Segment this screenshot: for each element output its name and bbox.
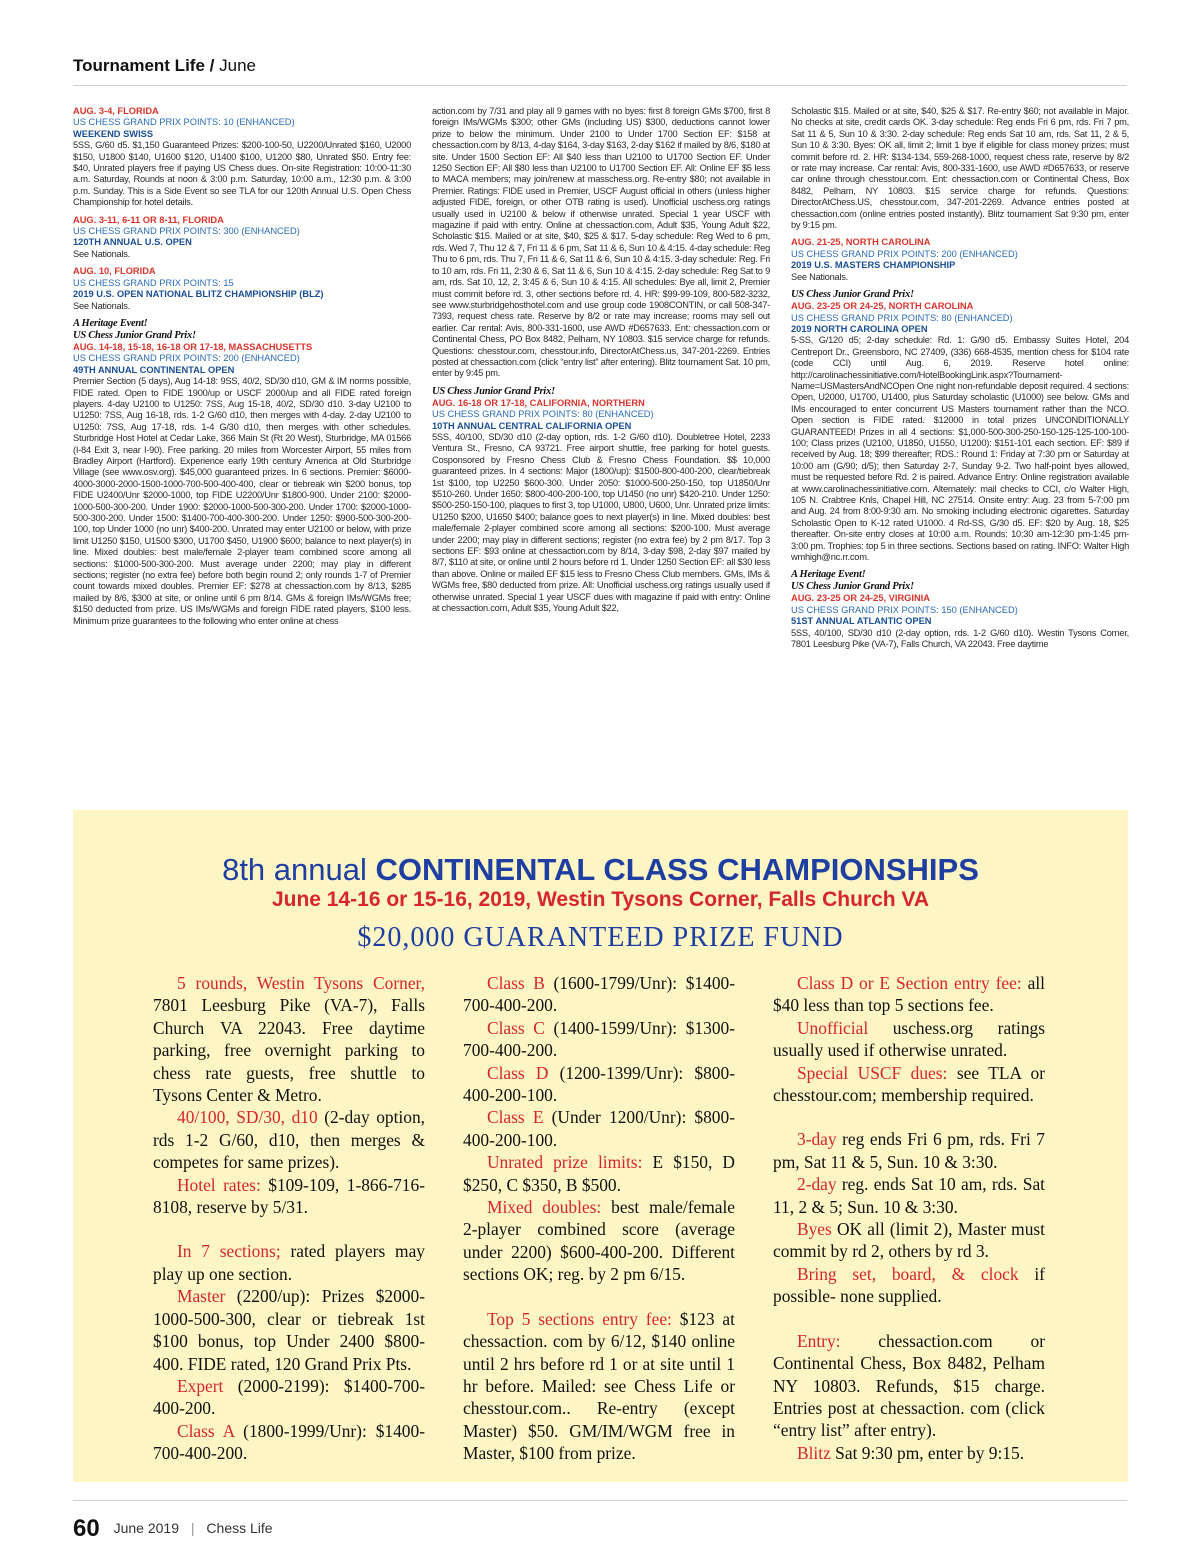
event-name: 2019 NORTH CAROLINA OPEN	[791, 323, 928, 334]
event-continental-open	[73, 318, 411, 627]
ad-text: $109-109, 1-866-716-8108, reserve by 5/31.	[153, 1174, 425, 1218]
ad-text: E $150, D $250, C $350, B $500.	[463, 1152, 735, 1195]
event-date: AUG. 3-11, 6-11 OR 8-11, FLORIDA	[73, 214, 224, 225]
ad-text: (2200/up): Prizes $2000-1000-500-300, clear or tiebreak 1st $100 bonus, top Under 2400 $800-400. FIDE rated, 120 Grand Prix Pts.	[153, 1286, 425, 1374]
ad-spacer	[773, 1308, 1045, 1330]
ad-spacer	[773, 1106, 1045, 1128]
event-name: 10TH ANNUAL CENTRAL CALIFORNIA OPEN	[432, 420, 632, 431]
event-date: AUG. 16-18 OR 17-18, CALIFORNIA, NORTHERN	[432, 397, 645, 408]
event-details: See Nationals.	[791, 271, 848, 282]
event-name: 51ST ANNUAL ATLANTIC OPEN	[791, 616, 932, 627]
ad-text: all $40 less than top 5 sections fee.	[773, 973, 1045, 1016]
issue-date: June 2019	[113, 1520, 179, 1536]
ad-text: (1600-1799/Unr): $1400-700-400-200.	[463, 973, 735, 1016]
event-details: 5-SS, G/120 d5; 2-day schedule: Rd. 1: G/90 d5. Embassy Suites Hotel, 204 Centreport Dr., Greensboro, NC 27409, (336) 668-4535, mention chess for $104 rate (code CCI) until Aug. 6, 2019. Reserve hotel online: http://carolinachessinitiative.com/HotelBookingLink.aspx?Tournament-Name=USMastersAndNCOpen One night non-refundable deposit required. 4 sections: Open, U2000, U1700, U1400, plus Saturday scholastic (U1000) see below. GMs and IMs encouraged to enter concurrent US Masters tournament rather than the NCO. Open section is FIDE rated. $12000 in total prizes UNCONDITIONALLY GUARANTEED! Prizes in all 4 sections: $1,000-500-300-250-150-125-125-100-100-100; Class prizes (U2100, U1850, U1550, U1200): $151-101 each section. EF: $89 if received by Aug. 18; $99 thereafter; RDS.: Round 1: Friday at 7:30 pm or Saturday at 10:00 am (G/90; d/5); then Saturday 2-7, Sunday 9-2. Two half-point byes allowed, must be requested before Rd. 2 is paired. Advance Entry: Online registration available at www.carolinachessinitiative.com. Alternately: mail checks to CCI, c/o Walter High, 105 N. Crabtree Knls, Chapel Hill, NC 27514. Onsite entry: Aug. 23 from 5-7:00 pm and Aug. 24 from 8:00-9:30 am. No smoking including electronic cigarettes. Saturday Scholastic Open to K-12 rated U1000. 4 Rd-SS, G/30 d5. EF: $20 by Aug. 18, $25 thereafter. On-site entry closes at 10:00 a.m. Rounds: 10:30 am-12:30 pm-1:45 pm-3:00 pm. Trophies: top 5 in three sections. Sections based on rating. INFO: Walter High wmhigh@nc.rr.com.	[791, 335, 1129, 563]
event-date: AUG. 14-18, 15-18, 16-18 OR 17-18, MASSACHUSETTS	[73, 341, 313, 352]
header-month: June	[219, 56, 256, 75]
ad-heading: Class D or E Section entry fee:	[797, 973, 1022, 993]
ad-heading: In 7 sections;	[177, 1241, 281, 1262]
ad-paragraph	[463, 1308, 735, 1465]
ad-text: (1800-1999/Unr): $1400-700-400-200.	[153, 1420, 425, 1464]
ad-text: best male/female 2-player combined score (average under 2200) $600-400-200. Different sections OK; reg. by 2 pm 6/15.	[463, 1197, 735, 1285]
ad-paragraph	[773, 1330, 1045, 1442]
ad-paragraph	[773, 1263, 1045, 1308]
ad-paragraph	[773, 972, 1045, 1017]
event-details: 5SS, 40/100, SD/30 d10 (2-day option, rds. 1-2 G/60 d10). Doubletree Hotel, 2233 Ventura St., Fresno, CA 93721. Free airport shuttle, free parking for hotel guests. Cosponsored by Fresno Chess Club & Fresno Chess Foundation. $$ 10,000 guaranteed prizes. In 4 sections: Major (1800/up): $1500-800-400-200, clear/tiebreak 1st $100, top U2250 $600-300. Under 2050: $1000-500-250-150, top U1850/Unr $510-260. Under 1650: $800-400-200-100, top U1450 (no unr) $420-210. Under 1250: $500-250-150-100, plaques to first 3, top U1000, U800, U600, Unr. Unrated prize limits: U1250 $200, U1650 $400; balance goes to next player(s) in line. Mixed doubles: best male/female 2-player combined score among all sections: $200-100. Must average under 2200; may play in different sections; register (no extra fee) by 2 pm 8/17. Top 3 sections EF: $93 online at chessaction.com by 8/14, 3-day $98, 2-day $97 mailed by 8/7, $110 at site, or online until 2 hours before rd 1. Under 1250 Section EF: all $30 less than above. Online or mailed EF $15 less to Fresno Chess Club members. GMs, IMs & WGMs free, $80 deducted from prize. All: Unofficial uschess.org ratings usually used if otherwise unrated. Special 1 year USCF dues with magazine if paid with entry: Online at chessaction.com, Adult $35, Young Adult $22,	[432, 431, 770, 614]
event-details: See Nationals.	[73, 300, 130, 311]
ad-ordinal: 8th annual	[222, 852, 367, 887]
ad-text: $123 at chessaction. com by 6/12, $140 online until 2 hrs before rd 1 or at site until 1 hr before. Mailed: see Chess Life or chesstour.com.. Re-entry (except Master) $50. GM/IM/WGM free in Master, $100 from prize.	[463, 1308, 735, 1464]
grand-prix-points: US CHESS GRAND PRIX POINTS: 300 (ENHANCED)	[73, 226, 300, 237]
event-name: 49TH ANNUAL CONTINENTAL OPEN	[73, 364, 235, 375]
ad-column-1	[153, 972, 425, 1465]
ad-paragraph	[463, 1017, 735, 1062]
ad-text: uschess.org ratings usually used if otherwise unrated.	[773, 1017, 1045, 1061]
ad-heading: Mixed doubles:	[487, 1197, 602, 1218]
event-us-open-blitz	[73, 266, 411, 312]
grand-prix-points: US CHESS GRAND PRIX POINTS: 15	[73, 277, 234, 288]
ad-heading: 5 rounds, Westin Tysons Corner,	[177, 973, 425, 993]
ad-text: if possible- none supplied.	[773, 1263, 1045, 1307]
junior-grand-prix-label: US Chess Junior Grand Prix!	[432, 385, 555, 397]
ad-heading: Class B	[487, 973, 545, 993]
ad-paragraph	[463, 1106, 735, 1151]
ad-text: see TLA or chesstour.com; membership required.	[773, 1062, 1046, 1106]
ad-heading: Class A	[177, 1420, 235, 1441]
ad-column-2	[463, 972, 735, 1465]
ad-heading: Entry:	[797, 1330, 841, 1351]
event-name: WEEKEND SWISS	[73, 128, 154, 139]
ad-prize-fund: $20,000 GUARANTEED PRIZE FUND	[357, 922, 844, 953]
grand-prix-points: US CHESS GRAND PRIX POINTS: 10 (ENHANCED)	[73, 117, 295, 128]
ad-paragraph	[463, 1062, 735, 1107]
ad-heading: Expert	[177, 1375, 224, 1396]
ad-text: (1400-1599/Unr): $1300-700-400-200.	[463, 1017, 735, 1061]
event-name: 2019 U.S. OPEN NATIONAL BLITZ CHAMPIONSHIP (BLZ)	[73, 289, 324, 300]
junior-grand-prix-label: US Chess Junior Grand Prix!	[73, 329, 196, 341]
event-details: Premier Section (5 days), Aug 14-18: 9SS, 40/2, SD/30 d10, GM & IM norms possible, FIDE rated. Open to FIDE 1900/up or USCF 2000/up and all FIDE rated foreign players. 4-day U2100 to U1250: 7SS, Aug 15-18, 40/2, SD/30 d10. 3-day U2100 to U1250: 7SS, Aug 16-18, rds. 1-2 G/60 d10, then merges with 4-day. 2-day U2100 to U1250: 7SS, Aug 17-18, rds. 1-4 G/30 d10, then merges with other schedules. Sturbridge Host Hotel at Cedar Lake, 366 Main St (Rt 20 West), Sturbridge, MA 01566 (I-84 Exit 3, near I-90). Free parking. 20 miles from Worcester Airport, 55 miles from Bradley Airport (Hartford). Experience early 19th century America at Old Sturbridge Village (see www.osv.org). $45,000 guaranteed prizes. In 6 sections. Premier: $6000-4000-3000-2000-1500-1000-700-500-400-400, clear or tiebreak win $200 bonus, top FIDE U2400/Unr $2000-1000, top FIDE U2200/Unr $1800-900. Under 2100: $2000-1000-500-300-200. Under 1900: $2000-1000-500-300-200. Under 1700: $2000-1000-500-300-200. Under 1500: $1400-700-400-300-200. Under 1250: $900-500-300-200-100, top Under 1000 (no unr) $400-200. Unrated may enter U2100 or below, with prize limit U1250 $150, U1500 $300, U1700 $450, U1900 $600; balance to next player(s) in line. Mixed doubles: best male/female 2-player team combined score among all sections: $1000-500-300-200. Must average under 2200; may play in different sections; register (no extra fee) before both begin round 2; only rounds 1-7 of Premier count towards mixed doubles. Premier EF: $278 at chessaction.com by 8/13, $285 mailed by 8/6, $300 at site, or online until 6 pm 8/14. GMs & foreign IMs/WGMs free; $150 deducted from prize. US IMs/WGMs and foreign FIDE rated players, $100 less. Minimum prize guarantees to the following who enter online at chess	[73, 376, 411, 626]
continental-class-ad	[73, 810, 1128, 1482]
ad-subtitle: June 14-16 or 15-16, 2019, Westin Tysons Corner, Falls Church VA	[271, 888, 930, 911]
ad-text: (2-day option, rds 1-2 G/60, d10, then merges & competes for same prizes).	[153, 1107, 425, 1173]
grand-prix-points: US CHESS GRAND PRIX POINTS: 80 (ENHANCED)	[432, 409, 654, 420]
ad-heading: Bring set, board, & clock	[797, 1263, 1019, 1284]
ad-heading: Hotel rates:	[177, 1174, 261, 1195]
ad-text: reg. ends Sat 10 am, rds. Sat 11, 2 & 5; Sun. 10 & 3:30.	[773, 1174, 1045, 1217]
ad-paragraph	[153, 1285, 425, 1375]
tla-listings	[73, 106, 1128, 796]
event-date: AUG. 23-25 OR 24-25, NORTH CAROLINA	[791, 301, 974, 312]
footer-separator: |	[190, 1520, 195, 1536]
event-weekend-swiss	[73, 106, 411, 209]
ad-heading: Blitz	[797, 1442, 831, 1463]
ad-heading: 3-day	[797, 1129, 837, 1150]
ad-title	[73, 852, 1128, 888]
ad-paragraph	[153, 1240, 425, 1285]
ad-paragraph	[153, 1375, 425, 1420]
ad-text: rated players may play up one section.	[153, 1241, 425, 1284]
grand-prix-points: US CHESS GRAND PRIX POINTS: 200 (ENHANCED)	[73, 353, 300, 364]
ad-paragraph	[773, 1062, 1045, 1107]
ad-spacer	[463, 1286, 735, 1308]
ad-heading: Unrated prize limits:	[487, 1152, 643, 1173]
ad-column-3	[773, 972, 1045, 1464]
ad-text: 7801 Leesburg Pike (VA-7), Falls Church VA 22043. Free daytime parking, free overnight parking to chess rate guests, free shuttle to Tysons Center & Metro.	[153, 995, 425, 1106]
event-date: AUG. 10, FLORIDA	[73, 266, 156, 277]
ad-paragraph	[773, 1017, 1045, 1062]
ad-heading: 2-day	[797, 1174, 837, 1195]
junior-grand-prix-label: US Chess Junior Grand Prix!	[791, 289, 914, 301]
ad-heading: Class E	[487, 1107, 544, 1128]
page-number: 60	[73, 1515, 100, 1542]
heritage-label: A Heritage Event!	[791, 569, 866, 581]
column-2	[432, 106, 770, 796]
grand-prix-points: US CHESS GRAND PRIX POINTS: 150 (ENHANCED)	[791, 604, 1018, 615]
ad-spacer	[153, 1218, 425, 1240]
column-3	[791, 106, 1129, 796]
ad-paragraph	[153, 1174, 425, 1219]
ad-paragraph	[773, 1173, 1045, 1218]
header-divider	[73, 85, 1127, 86]
event-date: AUG. 23-25 OR 24-25, VIRGINIA	[791, 593, 930, 604]
ad-heading: Class C	[487, 1017, 545, 1038]
ad-text: (Under 1200/Unr): $800-400-200-100.	[463, 1107, 735, 1150]
event-details-continued: Scholastic $15. Mailed or at site, $40, $25 & $17. Re-entry $60; not available in Major. No checks at site, credit cards OK. 3-day schedule: Reg ends Fri 6 pm, rds. Fri 7 pm, Sat 11 & 5, Sun 10 & 3:30. 2-day schedule: Reg ends Sat 10 am, rds. Sat 11, 2 & 5, Sun 10 & 3:30. Byes: OK all, limit 2; limit 1 bye if eligible for class money prizes; must commit before rd. 2. HR: $134-134, 559-268-1000, request chess rate, reserve by 8/2 or rate may increase. Car rental: Avis, 800-331-1600, use AWD #D657633, or reserve car online through chesstour.com. Ent: chessaction.com or Continental Chess, Box 8482, Pelham, NY 10803. $15 service charge for refunds. Questions: DirectorAtChess.US, chesstour.com, 347-201-2269. Advance entries posted at chessaction.com (online entries posted instantly). Blitz tournament Sat 9:30 pm, enter by 9:15 pm.	[791, 106, 1129, 231]
header-slash: /	[209, 56, 215, 75]
column-1	[73, 106, 411, 796]
running-header	[73, 56, 256, 76]
event-details: 5SS, 40/100, SD/30 d10 (2-day option, rds. 1-2 G/60 d10). Westin Tysons Corner, 7801 Leesburg Pike (VA-7), Falls Church, VA 22043. Free daytime	[791, 627, 1129, 650]
grand-prix-points: US CHESS GRAND PRIX POINTS: 200 (ENHANCED)	[791, 248, 1018, 259]
ad-paragraph	[773, 1442, 1045, 1464]
ad-heading: Master	[177, 1286, 226, 1307]
event-date: AUG. 21-25, NORTH CAROLINA	[791, 237, 931, 248]
ad-text: Sat 9:30 pm, enter by 9:15.	[830, 1442, 1025, 1463]
ad-heading: Byes	[797, 1219, 832, 1240]
event-north-carolina-open	[791, 289, 1129, 563]
ad-paragraph	[153, 1106, 425, 1173]
ad-paragraph	[773, 1128, 1045, 1173]
event-date: AUG. 3-4, FLORIDA	[73, 106, 159, 116]
ad-heading: Top 5 sections entry fee:	[487, 1308, 672, 1329]
ad-text: chessaction.com or Continental Chess, Box 8482, Pelham NY 10803. Refunds, $15 charge. Entries post at chessaction. com (click “entry list” after entry).	[773, 1330, 1045, 1441]
magazine-name: Chess Life	[206, 1520, 273, 1536]
ad-heading: 40/100, SD/30, d10	[177, 1107, 318, 1128]
ad-text: OK all (limit 2), Master must commit by rd 2, others by rd 3.	[773, 1219, 1045, 1262]
ad-paragraph	[463, 1196, 735, 1286]
event-atlantic-open	[791, 569, 1129, 650]
footer-divider	[73, 1500, 1127, 1501]
ad-paragraph	[463, 1151, 735, 1196]
ad-paragraph	[153, 1420, 425, 1465]
heritage-label: A Heritage Event!	[73, 317, 148, 329]
event-us-masters	[791, 237, 1129, 283]
event-us-open	[73, 215, 411, 261]
grand-prix-points: US CHESS GRAND PRIX POINTS: 80 (ENHANCED)	[791, 312, 1013, 323]
ad-heading: Unofficial	[797, 1017, 869, 1038]
event-details-continued: action.com by 7/31 and play all 9 games with no byes: first 8 foreign GMs $700, first 8 foreign IMs/WGMs $300; other GMs (including US) $300, deductions cannot lower prize to below the minimum. Under 2100 to Under 1700 Section EF: $158 at chessaction.com by 8/13, 4-day $164, 3-day $163, 2-day $162 if mailed by 8/6, $180 at site. Under 1500 Section EF: All $40 less than U2100 to U1700 Section EF. Under 1250 Section EF: All $80 less than U2100 to U1700 Section EF. All: Online EF $5 less to MACA members; may join/renew at masschess.org. Re-entry $80; not available in Premier. Ratings: FIDE used in Premier, USCF August official in others (unless higher adjusted FIDE, foreign, or other OTB rating is used). Unofficial uschess.org ratings usually used in U2100 & below if otherwise unrated. Special 1 year USCF with magazine if paid with entry. Online at chessaction.com, Adult $35, Young Adult $22, Scholastic $15. Mailed or at site, $40, $25 & $17. 5-day schedule: Reg Wed to 6 pm, rds. Wed 7, Thu 12 & 7, Fri 11 & 6 pm, Sat 11 & 6, Sun 10 & 4:15. 4-day schedule: Reg Thu to 6 pm, rds. Thu 7, Fri 11 & 6, Sat 11 & 6, Sun 10 & 4:15. 3-day schedule: Reg. Fri to 10 am, rds. Fri 11, 2:30 & 6, Sat 11 & 6, Sun 10 & 4:15. 2-day schedule: Reg Sat to 9 am, rds. Sat 10, 12, 2, 3:45 & 6, Sun 10 & 4:15. All schedules: Bye all, limit 2, Premier must commit before rd. 3, other sections before rd. 4. HR: $99-99-109, 800-582-3232, see www.sturbridgehosthotel.com and use group code 1908CONTIN, or call 508-347-7393, request chess rate. Reserve by 8/2 or rate may increase; rooms may sell out earlier. Car rental: Avis, 800-331-1600, use AWD #D657633. Ent: chessaction.com or Continental Chess, PO Box 8482, Pelham, NY 10803. $15 service charge for refunds. Questions: chesstour.com, chesstour.info, DirectorAtChess.us, 347-201-2269. Entries posted at chessaction.com (click “entry list” after entering). Blitz tournament Sat. 10 pm, enter by 9:45 pm.	[432, 106, 770, 379]
junior-grand-prix-label: US Chess Junior Grand Prix!	[791, 581, 914, 593]
event-name: 2019 U.S. MASTERS CHAMPIONSHIP	[791, 260, 956, 271]
event-details: 5SS, G/60 d5. $1,150 Guaranteed Prizes: $200-100-50, U2200/Unrated $160, U2000 $150, U1800 $140, U1600 $120, U1400 $100, U1200 $80, Unrated $50. Entry fee: $40, Unrated players free if paying US Chess dues. On-site Registration: 10:00-11:30 a.m. Saturday, Rounds at noon & 3:00 p.m. Saturday, 10:00 a.m., 12:30 p.m. & 3:00 p.m. Sunday. This is a Side Event so see TLA for our 120th Annual U.S. Open Chess Championship for hotel details.	[73, 140, 411, 208]
ad-text: (2000-2199): $1400-700-400-200.	[153, 1375, 425, 1419]
ad-paragraph	[463, 972, 735, 1017]
ad-title-text: CONTINENTAL CLASS CHAMPIONSHIPS	[375, 852, 979, 887]
event-central-california-open	[432, 386, 770, 615]
ad-paragraph	[153, 972, 425, 1106]
ad-heading: Special USCF dues:	[797, 1062, 948, 1083]
ad-paragraph	[773, 1218, 1045, 1263]
page-footer	[73, 1515, 273, 1543]
section-title: Tournament Life	[73, 56, 205, 75]
ad-text: (1200-1399/Unr): $800-400-200-100.	[463, 1062, 735, 1106]
ad-text: reg ends Fri 6 pm, rds. Fri 7 pm, Sat 11 & 5, Sun. 10 & 3:30.	[773, 1129, 1045, 1172]
event-name: 120TH ANNUAL U.S. OPEN	[73, 237, 192, 248]
ad-heading: Class D	[487, 1062, 549, 1083]
event-details: See Nationals.	[73, 248, 130, 259]
